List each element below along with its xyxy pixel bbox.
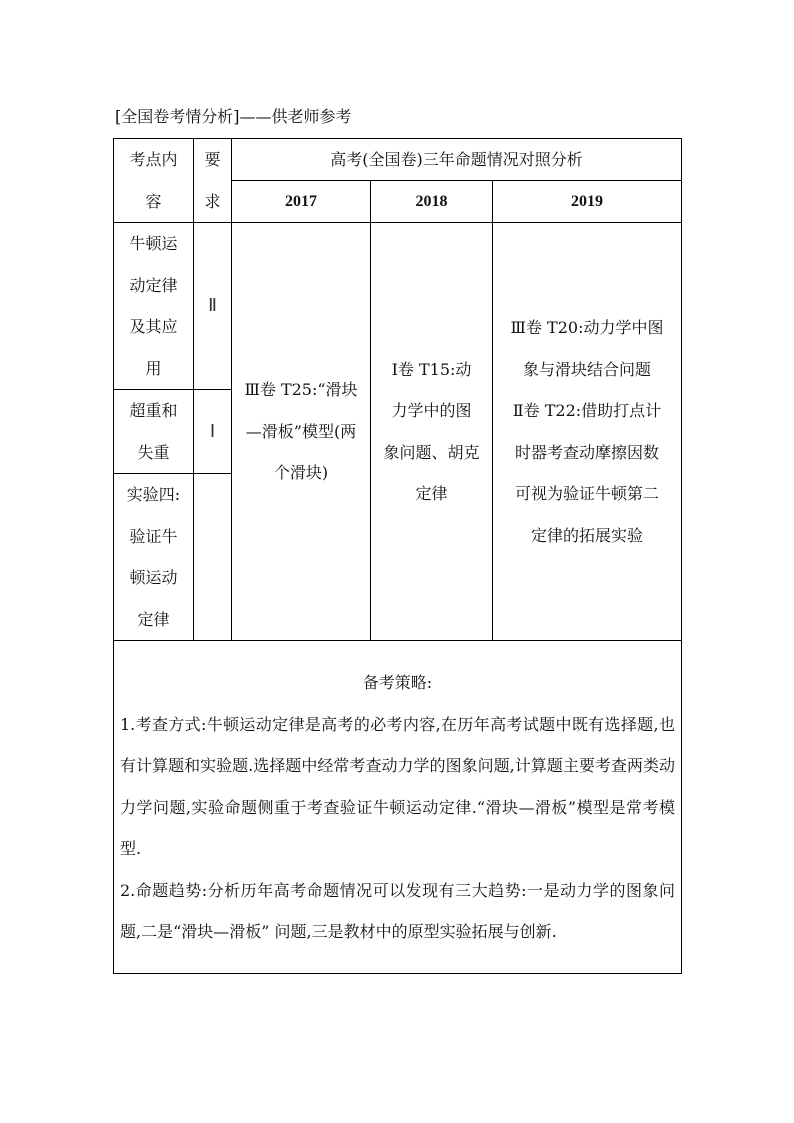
topic-overweight: 超重和 失重 xyxy=(114,390,194,474)
header-analysis: 高考(全国卷)三年命题情况对照分析 xyxy=(232,139,682,181)
req-overweight: Ⅰ xyxy=(194,390,232,474)
strategy-paragraph-1: 1.考查方式:牛顿运动定律是高考的必考内容,在历年高考试题中既有选择题,也有计算题和实验题.选择题中经常考查动力学的图象问题,计算题主要考查两类动力学问题,实验命题侧重于考查验证牛顿运动定律.“滑块—滑板”模型是常考模型. xyxy=(120,714,675,858)
cell-2018: Ⅰ卷 T15:动 力学中的图 象问题、胡克 定律 xyxy=(371,223,493,641)
topic-experiment-four: 实验四: 验证牛 顿运动 定律 xyxy=(114,474,194,641)
strategy-paragraph-2: 2.命题趋势:分析历年高考命题情况可以发现有三大趋势:一是动力学的图象问题,二是“滑块—滑板” 问题,三是教材中的原型实验拓展与创新. xyxy=(120,880,675,941)
header-year-2018: 2018 xyxy=(371,181,493,223)
strategy-title: 备考策略: xyxy=(362,672,433,692)
header-year-2019: 2019 xyxy=(493,181,682,223)
exam-analysis-table xyxy=(113,138,682,974)
header-requirement: 要 求 xyxy=(194,139,232,223)
req-newton-laws: Ⅱ xyxy=(194,223,232,390)
topic-newton-laws: 牛顿运 动定律 及其应 用 xyxy=(114,223,194,390)
cell-2017: Ⅲ卷 T25:“滑块 —滑板”模型(两 个滑块) xyxy=(232,223,371,641)
header-topic: 考点内 容 xyxy=(114,139,194,223)
page-heading: [全国卷考情分析]——供老师参考 xyxy=(115,107,352,126)
header-year-2017: 2017 xyxy=(232,181,371,223)
cell-2019: Ⅲ卷 T20:动力学中图 象与滑块结合问题 Ⅱ卷 T22:借助打点计 时器考查动摩擦因数 可视为验证牛顿第二 定律的拓展实验 xyxy=(493,223,682,641)
strategy-section xyxy=(114,641,682,974)
req-experiment-four xyxy=(194,474,232,641)
